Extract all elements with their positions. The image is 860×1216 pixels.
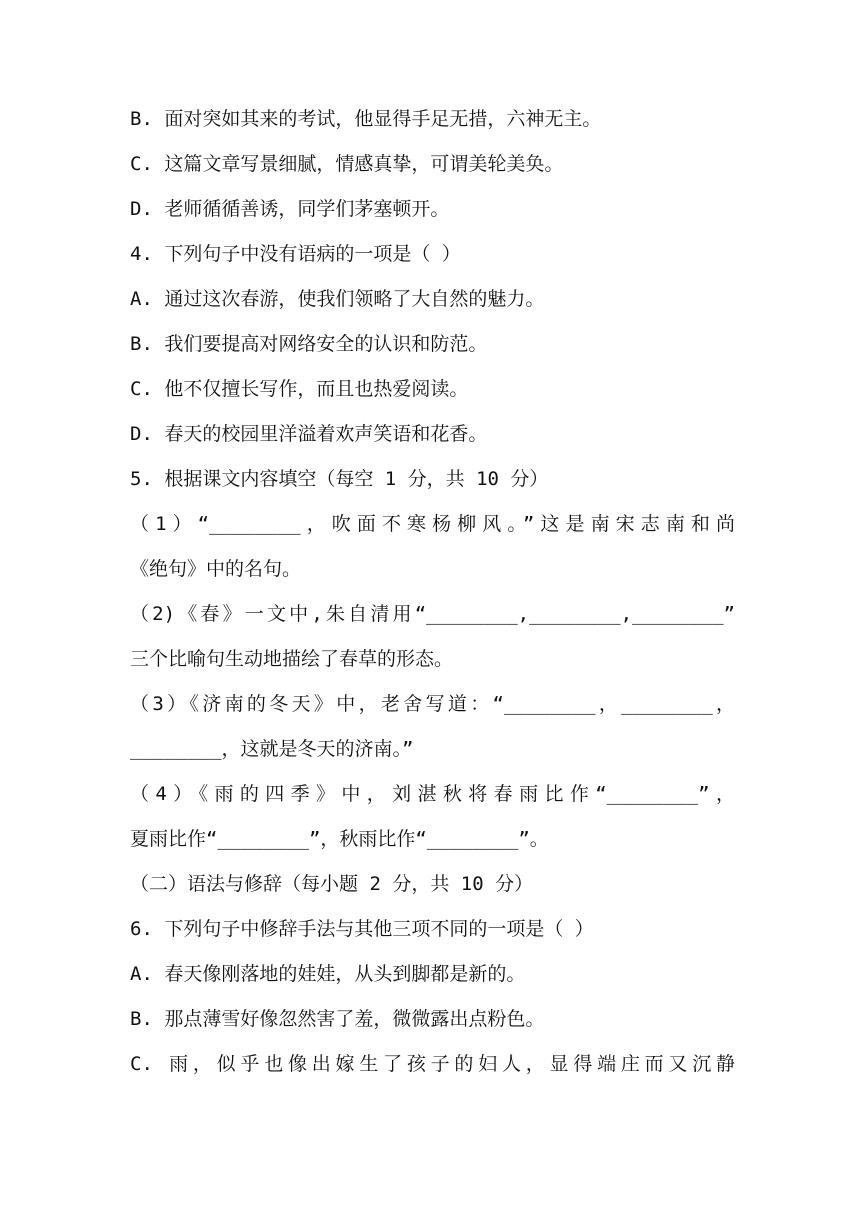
option-d-line: D. 老师循循善诱，同学们茅塞顿开。 [130, 198, 450, 220]
q5-item-3-line-1: （3）《济南的冬天》中，老舍写道：“________，________， [130, 693, 735, 715]
q4-option-a: A. 通过这次春游，使我们领略了大自然的魅力。 [130, 288, 545, 310]
question-5-title: 5. 根据课文内容填空（每空 1 分，共 10 分） [130, 468, 549, 490]
question-4-title: 4. 下列句子中没有语病的一项是（ ） [130, 243, 461, 265]
q5-item-1-line-1: （1）“________，吹面不寒杨柳风。”这是南宋志南和尚 [130, 513, 735, 535]
question-6-title: 6. 下列句子中修辞手法与其他三项不同的一项是（ ） [130, 918, 594, 940]
q5-item-1-line-2: 《绝句》中的名句。 [130, 558, 302, 580]
q5-item-4-line-2: 夏雨比作“________”，秋雨比作“________”。 [130, 828, 549, 850]
q6-option-b: B. 那点薄雪好像忽然害了羞，微微露出点粉色。 [130, 1008, 545, 1030]
q4-option-c: C. 他不仅擅长写作，而且也热爱阅读。 [130, 378, 469, 400]
section-2-heading: （二）语法与修辞（每小题 2 分，共 10 分） [130, 873, 534, 895]
q6-option-c: C. 雨，似乎也像出嫁生了孩子的妇人，显得端庄而又沉静 [130, 1053, 735, 1075]
q5-item-4-line-1: （4）《雨的四季》中，刘湛秋将春雨比作“________”， [130, 783, 735, 805]
q4-option-b: B. 我们要提高对网络安全的认识和防范。 [130, 333, 488, 355]
q5-item-2-line-2: 三个比喻句生动地描绘了春草的形态。 [130, 648, 454, 670]
q4-option-d: D. 春天的校园里洋溢着欢声笑语和花香。 [130, 423, 488, 445]
option-c-line: C. 这篇文章写景细腻，情感真挚，可谓美轮美奂。 [130, 153, 564, 175]
q5-item-3-line-2: ________，这就是冬天的济南。” [130, 738, 414, 760]
q6-option-a: A. 春天像刚落地的娃娃，从头到脚都是新的。 [130, 963, 526, 985]
option-b-line: B. 面对突如其来的考试，他显得手足无措，六神无主。 [130, 108, 602, 130]
q5-item-2-line-1: （2)《春》一文中,朱自清用“________,________,________” [130, 603, 735, 625]
